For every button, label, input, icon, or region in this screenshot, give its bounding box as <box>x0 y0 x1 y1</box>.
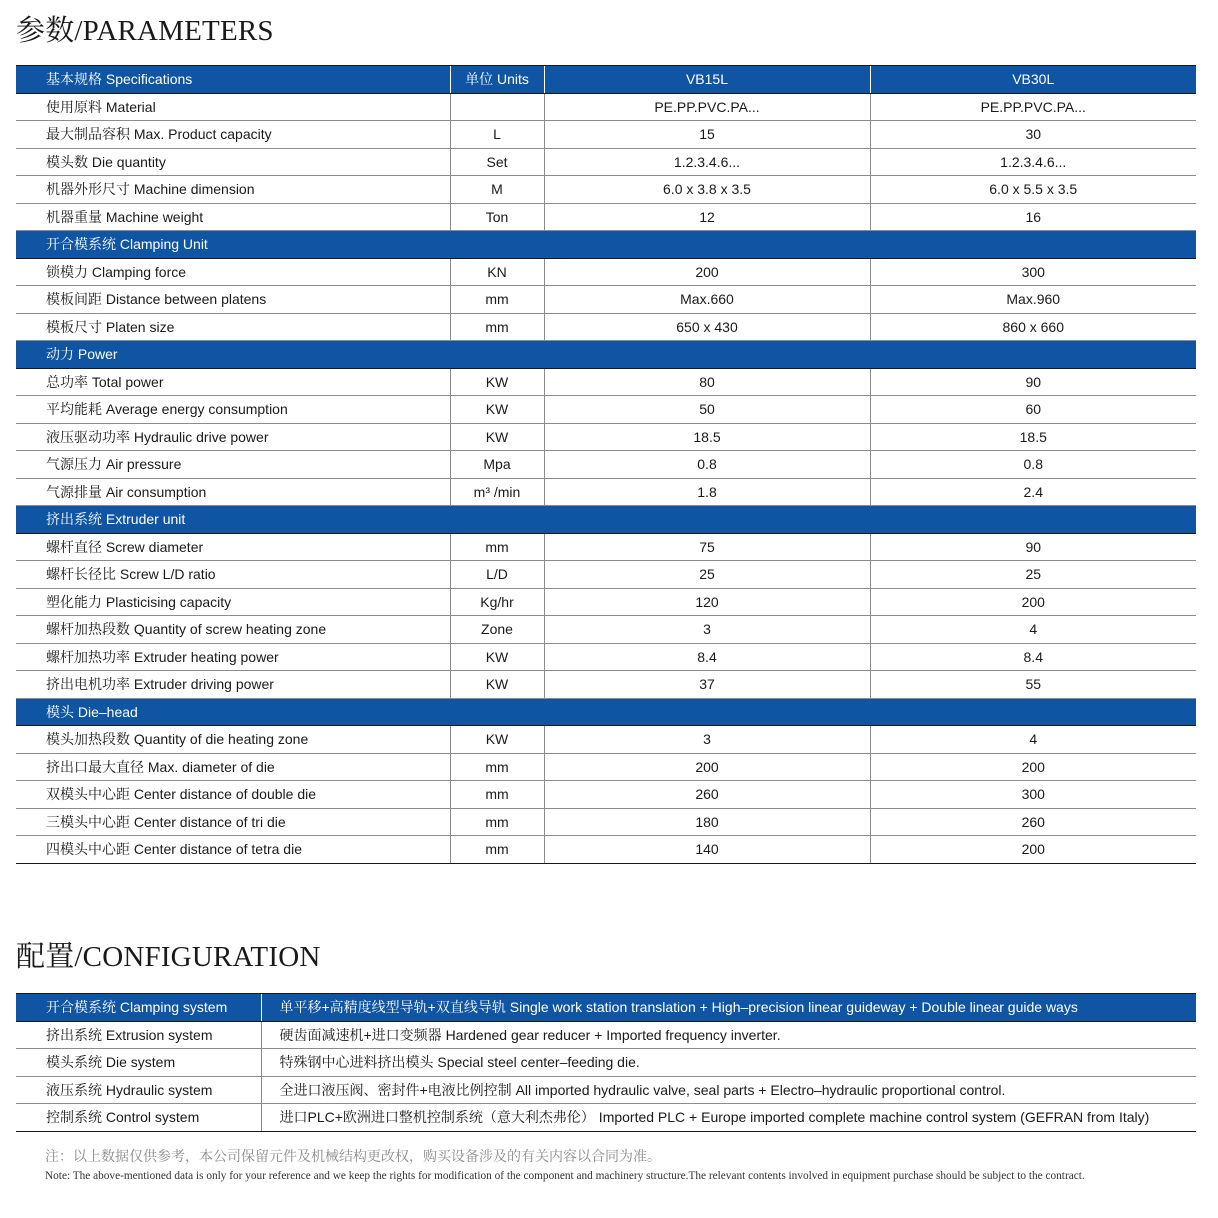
config-label: 挤出系统 Extrusion system <box>16 1021 261 1049</box>
vb15l-value: 6.0 x 3.8 x 3.5 <box>544 176 870 204</box>
config-value: 硬齿面减速机+进口变频器 Hardened gear reducer + Imported frequency inverter. <box>261 1021 1196 1049</box>
vb15l-header: VB15L <box>544 66 870 94</box>
vb15l-value: 8.4 <box>544 643 870 671</box>
parameters-title: 参数/PARAMETERS <box>16 15 274 47</box>
note-english: Note: The above-mentioned data is only for your reference and we keep the rights for modification of the component and machinery structure.The relevant contents involved in equipment purchase should be subject to the contract. <box>45 1170 1085 1182</box>
table-row <box>16 176 1196 204</box>
section-header-row <box>16 341 1196 369</box>
spec-label: 螺杆加热功率 Extruder heating power <box>16 643 450 671</box>
config-label: 模头系统 Die system <box>16 1049 261 1077</box>
vb30l-value: 90 <box>870 533 1196 561</box>
vb15l-value: 200 <box>544 258 870 286</box>
unit-cell: mm <box>450 313 544 341</box>
spec-label: 螺杆加热段数 Quantity of screw heating zone <box>16 616 450 644</box>
unit-cell: Kg/hr <box>450 588 544 616</box>
section-header-row <box>16 698 1196 726</box>
unit-cell: KW <box>450 726 544 754</box>
spec-label: 气源排量 Air consumption <box>16 478 450 506</box>
unit-cell: Set <box>450 148 544 176</box>
spec-label: 挤出电机功率 Extruder driving power <box>16 671 450 699</box>
vb15l-value: Max.660 <box>544 286 870 314</box>
unit-cell: L/D <box>450 561 544 589</box>
unit-cell: mm <box>450 286 544 314</box>
vb30l-value: 200 <box>870 588 1196 616</box>
config-value: 单平移+高精度线型导轨+双直线导轨 Single work station translation + High–precision linear guideway + Double linear guide ways <box>261 994 1196 1022</box>
vb15l-value: 200 <box>544 753 870 781</box>
spec-label: 模板间距 Distance between platens <box>16 286 450 314</box>
vb30l-value: 16 <box>870 203 1196 231</box>
spec-label: 四模头中心距 Center distance of tetra die <box>16 836 450 864</box>
table-row <box>16 836 1196 864</box>
vb30l-value: 55 <box>870 671 1196 699</box>
section-title: 开合模系统 Clamping Unit <box>16 231 1196 259</box>
spec-label: 模板尺寸 Platen size <box>16 313 450 341</box>
note-chinese: 注：以上数据仅供参考，本公司保留元件及机械结构更改权，购买设备涉及的有关内容以合同为准。 <box>45 1149 661 1165</box>
table-row <box>16 203 1196 231</box>
table-row <box>16 588 1196 616</box>
table-row <box>16 478 1196 506</box>
vb15l-value: 1.8 <box>544 478 870 506</box>
spec-label: 液压驱动功率 Hydraulic drive power <box>16 423 450 451</box>
table-row <box>16 671 1196 699</box>
table-row <box>16 451 1196 479</box>
spec-label: 三模头中心距 Center distance of tri die <box>16 808 450 836</box>
vb15l-value: 80 <box>544 368 870 396</box>
vb30l-value: 200 <box>870 753 1196 781</box>
table-row <box>16 643 1196 671</box>
spec-label: 塑化能力 Plasticising capacity <box>16 588 450 616</box>
vb15l-value: 25 <box>544 561 870 589</box>
config-value: 特殊钢中心进料挤出模头 Special steel center–feeding die. <box>261 1049 1196 1077</box>
vb15l-value: 12 <box>544 203 870 231</box>
spec-label: 模头加热段数 Quantity of die heating zone <box>16 726 450 754</box>
vb30l-value: PE.PP.PVC.PA... <box>870 93 1196 121</box>
section-header-row <box>16 231 1196 259</box>
vb30l-value: 260 <box>870 808 1196 836</box>
table-header-row <box>16 66 1196 94</box>
table-row <box>16 808 1196 836</box>
vb30l-value: 6.0 x 5.5 x 3.5 <box>870 176 1196 204</box>
unit-cell: Zone <box>450 616 544 644</box>
table-row <box>16 726 1196 754</box>
table-row <box>16 368 1196 396</box>
section-title: 挤出系统 Extruder unit <box>16 506 1196 534</box>
table-row <box>16 533 1196 561</box>
unit-cell: mm <box>450 836 544 864</box>
unit-cell: Ton <box>450 203 544 231</box>
unit-cell: KW <box>450 671 544 699</box>
configuration-table <box>16 993 1196 1132</box>
spec-label: 螺杆长径比 Screw L/D ratio <box>16 561 450 589</box>
table-row <box>16 286 1196 314</box>
config-label: 液压系统 Hydraulic system <box>16 1076 261 1104</box>
unit-cell: KN <box>450 258 544 286</box>
table-row <box>16 423 1196 451</box>
table-row <box>16 93 1196 121</box>
table-row <box>16 616 1196 644</box>
vb30l-value: 30 <box>870 121 1196 149</box>
units-header: 单位 Units <box>450 66 544 94</box>
vb15l-value: 37 <box>544 671 870 699</box>
table-row <box>16 148 1196 176</box>
vb15l-value: 18.5 <box>544 423 870 451</box>
vb15l-value: 0.8 <box>544 451 870 479</box>
unit-cell: mm <box>450 808 544 836</box>
config-row <box>16 994 1196 1022</box>
unit-cell: mm <box>450 753 544 781</box>
config-row <box>16 1076 1196 1104</box>
spec-label: 模头数 Die quantity <box>16 148 450 176</box>
unit-cell: KW <box>450 423 544 451</box>
table-row <box>16 781 1196 809</box>
config-label: 开合模系统 Clamping system <box>16 994 261 1022</box>
table-row <box>16 313 1196 341</box>
unit-cell: Mpa <box>450 451 544 479</box>
vb30l-value: 1.2.3.4.6... <box>870 148 1196 176</box>
unit-cell: mm <box>450 781 544 809</box>
vb15l-value: 180 <box>544 808 870 836</box>
table-row <box>16 561 1196 589</box>
vb30l-value: 8.4 <box>870 643 1196 671</box>
vb15l-value: 650 x 430 <box>544 313 870 341</box>
spec-header: 基本规格 Specifications <box>16 66 450 94</box>
unit-cell: mm <box>450 533 544 561</box>
vb30l-value: 860 x 660 <box>870 313 1196 341</box>
parameters-table <box>16 65 1196 864</box>
vb15l-value: 3 <box>544 726 870 754</box>
vb30l-value: 200 <box>870 836 1196 864</box>
vb15l-value: 260 <box>544 781 870 809</box>
spec-label: 总功率 Total power <box>16 368 450 396</box>
vb30l-value: 18.5 <box>870 423 1196 451</box>
configuration-title: 配置/CONFIGURATION <box>16 941 321 973</box>
spec-label: 锁模力 Clamping force <box>16 258 450 286</box>
vb30l-value: 300 <box>870 258 1196 286</box>
unit-cell <box>450 93 544 121</box>
vb30l-value: Max.960 <box>870 286 1196 314</box>
spec-label: 最大制品容积 Max. Product capacity <box>16 121 450 149</box>
spec-label: 气源压力 Air pressure <box>16 451 450 479</box>
unit-cell: KW <box>450 396 544 424</box>
vb15l-value: 15 <box>544 121 870 149</box>
unit-cell: M <box>450 176 544 204</box>
vb30l-value: 4 <box>870 726 1196 754</box>
unit-cell: L <box>450 121 544 149</box>
table-row <box>16 396 1196 424</box>
spec-label: 使用原料 Material <box>16 93 450 121</box>
table-row <box>16 258 1196 286</box>
config-label: 控制系统 Control system <box>16 1104 261 1132</box>
section-title: 模头 Die–head <box>16 698 1196 726</box>
vb30l-value: 0.8 <box>870 451 1196 479</box>
section-title: 动力 Power <box>16 341 1196 369</box>
vb15l-value: 140 <box>544 836 870 864</box>
vb15l-value: 120 <box>544 588 870 616</box>
config-row <box>16 1049 1196 1077</box>
vb15l-value: 3 <box>544 616 870 644</box>
spec-label: 双模头中心距 Center distance of double die <box>16 781 450 809</box>
config-row <box>16 1104 1196 1132</box>
vb30l-value: 2.4 <box>870 478 1196 506</box>
unit-cell: KW <box>450 368 544 396</box>
spec-label: 挤出口最大直径 Max. diameter of die <box>16 753 450 781</box>
section-header-row <box>16 506 1196 534</box>
config-value: 全进口液压阀、密封件+电液比例控制 All imported hydraulic valve, seal parts + Electro–hydraulic proportional control. <box>261 1076 1196 1104</box>
vb30l-value: 60 <box>870 396 1196 424</box>
unit-cell: KW <box>450 643 544 671</box>
vb30l-header: VB30L <box>870 66 1196 94</box>
vb30l-value: 300 <box>870 781 1196 809</box>
vb15l-value: PE.PP.PVC.PA... <box>544 93 870 121</box>
spec-label: 平均能耗 Average energy consumption <box>16 396 450 424</box>
vb15l-value: 1.2.3.4.6... <box>544 148 870 176</box>
vb30l-value: 90 <box>870 368 1196 396</box>
config-value: 进口PLC+欧洲进口整机控制系统（意大利杰弗伦） Imported PLC + Europe imported complete machine control system (GEFRAN from Italy) <box>261 1104 1196 1132</box>
table-row <box>16 121 1196 149</box>
table-row <box>16 753 1196 781</box>
vb30l-value: 25 <box>870 561 1196 589</box>
spec-label: 机器外形尺寸 Machine dimension <box>16 176 450 204</box>
spec-label: 螺杆直径 Screw diameter <box>16 533 450 561</box>
unit-cell: m³ /min <box>450 478 544 506</box>
vb30l-value: 4 <box>870 616 1196 644</box>
vb15l-value: 75 <box>544 533 870 561</box>
config-row <box>16 1021 1196 1049</box>
spec-label: 机器重量 Machine weight <box>16 203 450 231</box>
vb15l-value: 50 <box>544 396 870 424</box>
